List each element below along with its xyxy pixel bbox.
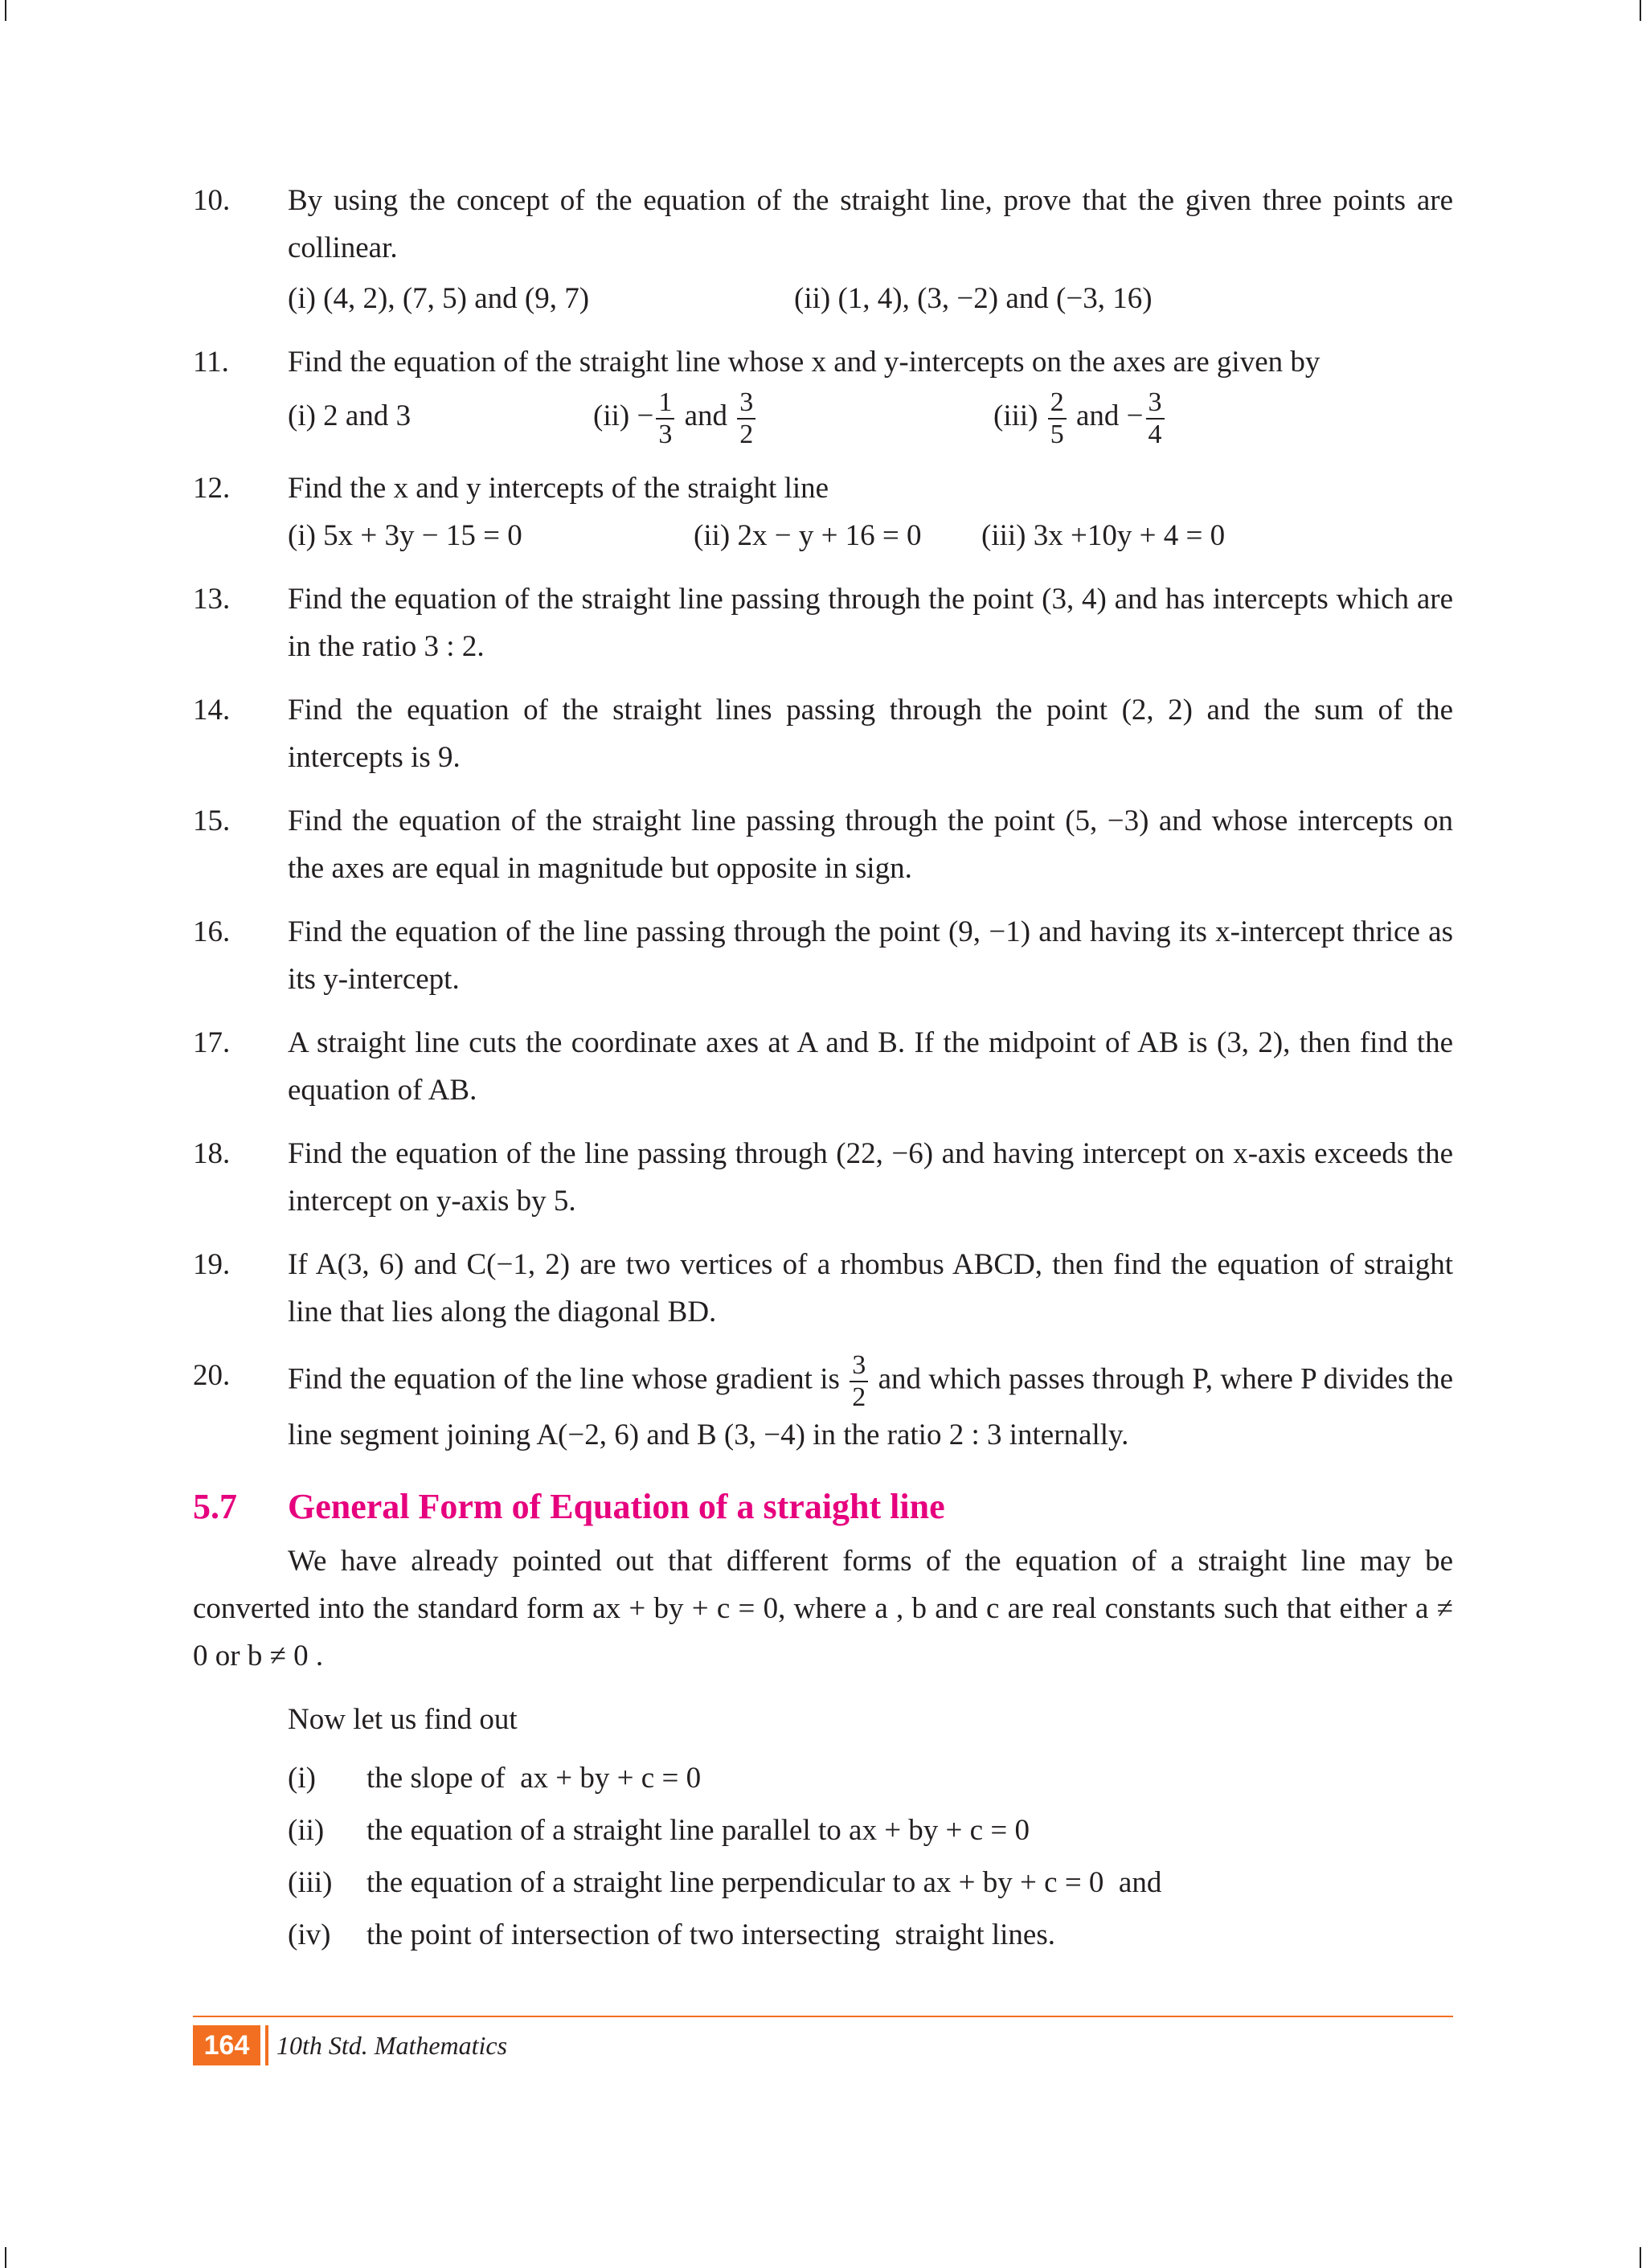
exercise-number: 11. [193, 346, 229, 379]
exercise-20 [193, 1349, 1453, 1459]
exercise-text: Find the equation of the straight lines passing through the point (2, 2) and the sum of the intercepts is 9. [288, 693, 1453, 774]
crop-mark-bottom-right [1622, 2247, 1641, 2268]
lead-text: Now let us find out [288, 1702, 518, 1736]
exercise-text: Find the equation of the line passing through (22, −6) and having intercept on x-axis exceeds the intercept on y-axis by 5. [288, 1136, 1453, 1218]
footer-rule [193, 2016, 1453, 2017]
sub-part-iii: (iii) 3x +10y + 4 = 0 [981, 518, 1226, 552]
exercise-text: Find the equation of the straight line whose x and y-intercepts on the axes are given by [288, 346, 1320, 379]
exercise-text: By using the concept of the equation of the straight line, prove that the given three points are collinear. [288, 184, 1453, 264]
list-item: (iv) the point of intersection of two intersecting straight lines. [288, 1918, 1055, 1951]
sub-part-ii: (ii) − $\frac{1}{3}$ and $\frac{3}{2}$ [593, 386, 993, 448]
intro-paragraph: We have already pointed out that different forms of the equation of a straight line may be converted into the standard form ax + by + c = 0, where a , b and c are real constants such that either a ≠ 0 or b ≠ 0 . [193, 1544, 1453, 1672]
exercise-number: 12. [193, 471, 231, 505]
crop-mark-top-left [5, 0, 24, 21]
exercise-12 [193, 465, 1453, 559]
exercise-10 [193, 177, 1453, 322]
exercise-text: Find the equation of the straight line passing through the point (5, −3) and whose intercepts on the axes are equal in magnitude but opposite in sign. [288, 804, 1453, 885]
fraction: $\frac{2}{5}$ [1048, 389, 1067, 448]
exercise-text: A straight line cuts the coordinate axes at A and B. If the midpoint of AB is (3, 2), then find the equation of AB. [288, 1026, 1453, 1107]
fraction: $\frac{3}{2}$ [737, 389, 755, 448]
exercise-18 [193, 1130, 1453, 1225]
exercise-11 [193, 338, 1453, 448]
exercise-number: 10. [193, 184, 231, 217]
exercise-text: If A(3, 6) and C(−1, 2) are two vertices of a rhombus ABCD, then find the equation of straight line that lies along the diagonal BD. [288, 1247, 1453, 1328]
exercise-text: Find the equation of the line passing through the point (9, −1) and having its x-intercept thrice as its y-intercept. [288, 915, 1453, 996]
fraction: $\frac{3}{2}$ [850, 1352, 868, 1411]
topic-list [193, 1754, 1453, 1959]
list-item: (iii) the equation of a straight line perpendicular to ax + by + c = 0 and [288, 1865, 1162, 1899]
exercise-17 [193, 1019, 1453, 1114]
page-number: 164 [193, 2025, 260, 2065]
exercise-number: 15. [193, 804, 231, 837]
exercise-number: 13. [193, 582, 231, 616]
footer-divider [265, 2025, 268, 2065]
book-title: 10th Std. Mathematics [276, 2031, 508, 2060]
sub-part-i: (i) 5x + 3y − 15 = 0 [288, 518, 522, 552]
sub-part-ii: (ii) (1, 4), (3, −2) and (−3, 16) [794, 282, 1153, 315]
fraction: $\frac{1}{3}$ [656, 389, 674, 448]
page-content [193, 177, 1453, 1959]
list-item: (ii) the equation of a straight line parallel to ax + by + c = 0 [288, 1813, 1030, 1847]
exercise-text: Find the x and y intercepts of the straight line [288, 471, 829, 505]
exercise-14 [193, 686, 1453, 781]
crop-mark-top-right [1622, 0, 1641, 21]
page-footer [193, 2016, 1453, 2061]
exercise-text: Find the equation of the line whose gradient is $\frac{3}{2}$ and which passes through P, where P divides the line segment joining A(−2, 6) and B (3, −4) in the ratio 2 : 3 internally. [288, 1349, 1453, 1451]
sub-part-i: (i) 2 and 3 [288, 399, 412, 432]
exercise-text: Find the equation of the straight line passing through the point (3, 4) and has intercepts which are in the ratio 3 : 2. [288, 582, 1453, 663]
exercise-16 [193, 908, 1453, 1003]
exercise-13 [193, 575, 1453, 670]
exercise-number: 18. [193, 1136, 231, 1170]
exercise-number: 16. [193, 915, 231, 948]
section-title: General Form of Equation of a straight line [288, 1486, 945, 1526]
section-number: 5.7 [193, 1486, 237, 1526]
exercise-15 [193, 797, 1453, 892]
exercise-number: 14. [193, 693, 231, 727]
exercise-19 [193, 1241, 1453, 1336]
sub-part-ii: (ii) 2x − y + 16 = 0 [694, 518, 922, 552]
exercise-number: 20. [193, 1358, 231, 1392]
fraction: $\frac{3}{4}$ [1146, 389, 1165, 448]
list-item: (i) the slope of ax + by + c = 0 [288, 1761, 702, 1795]
crop-mark-bottom-left [5, 2247, 24, 2268]
sub-part-i: (i) (4, 2), (7, 5) and (9, 7) [288, 282, 590, 315]
section-heading [193, 1483, 1453, 1531]
sub-part-iii: (iii) $\frac{2}{5}$ and − $\frac{3}{4}$ [993, 386, 1167, 448]
exercise-number: 17. [193, 1026, 231, 1059]
exercise-number: 19. [193, 1247, 231, 1281]
